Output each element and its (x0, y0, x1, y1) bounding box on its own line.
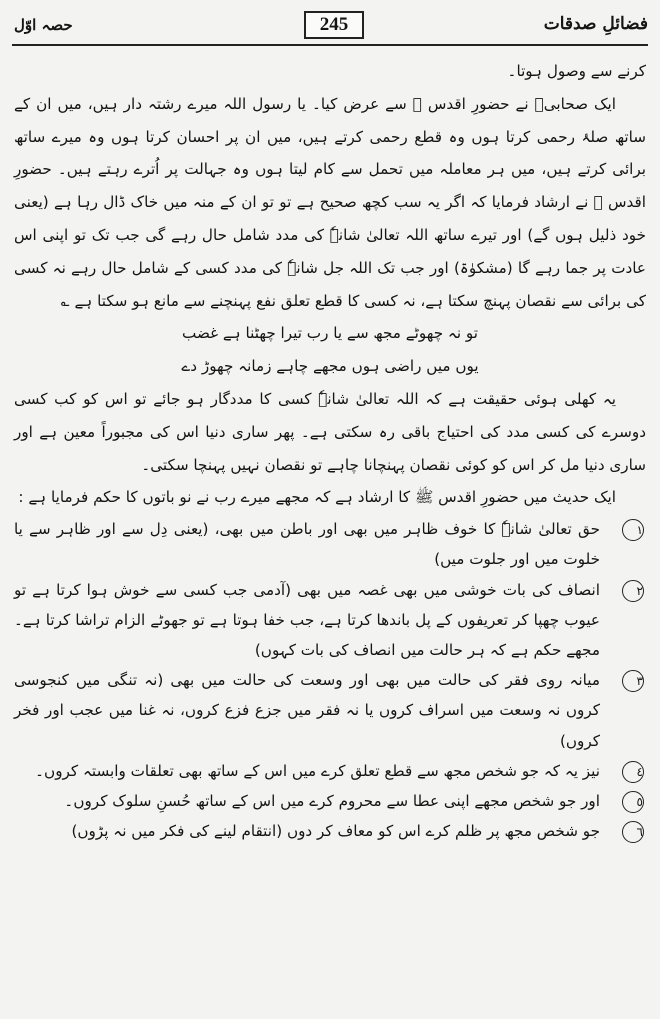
list-item-text: حق تعالیٰ شانہٗ کا خوف ظاہر میں بھی اور باطن میں بھی، (یعنی دِل سے اور ظاہر سے یا خلوت میں اور جلوت میں) (14, 520, 600, 569)
list-item-text: انصاف کی بات خوشی میں بھی غصہ میں بھی (آدمی جب کسی سے خوش ہوا کرتا ہے تو عیوب چھپا کر تعریفوں کے پل باندھا کرتا ہے، جب خفا ہوتا ہے تو جھوٹے الزام تراشا کرتا ہے۔ مجھے حکم ہے کہ ہر حالت میں انصاف کی بات کہوں) (14, 580, 600, 659)
item-number-badge: ١ (622, 519, 644, 541)
item-number-badge: ٤ (622, 761, 644, 783)
page-header (12, 8, 648, 46)
list-item (14, 756, 646, 786)
item-number-badge: ٦ (622, 821, 644, 843)
list-item (14, 575, 646, 666)
list-item-text: اور جو شخص مجھے اپنی عطا سے محروم کرے میں اس کے ساتھ حُسنِ سلوک کروں۔ (64, 791, 600, 810)
list-item-text: نیز یہ کہ جو شخص مجھ سے قطع تعلق کرے میں اس کے ساتھ بھی تعلقات وابستہ کروں۔ (35, 761, 600, 780)
paragraph: یہ کھلی ہوئی حقیقت ہے کہ اللہ تعالیٰ شانہٗ کسی کا مددگار ہو جائے تو اس کو کب کسی دوسرے کی کسی مدد کی احتیاج باقی رہ سکتی ہے۔ پھر ساری دنیا اس کی مجبوراً معین ہے اور ساری دنیا مل کر اس کو کوئی نقصان پہنچانا چاہے تو نقصان نہیں پہنچا سکتی۔ (14, 389, 646, 474)
paragraph: ایک صحابیؓ نے حضورِ اقدس ﷺ سے عرض کیا۔ یا رسول اللہ میرے رشتہ دار ہیں، میں ان کے ساتھ صلۂ رحمی کرتا ہوں وہ قطع رحمی کرتے ہیں، میں ان پر احسان کرتا ہوں وہ میرے ساتھ برائی کرتے ہیں، میں ہر معاملہ میں تحمل سے کام لیتا ہوں وہ جہالت پر اُترے رہتے ہیں۔ حضورِ اقدس ﷺ نے ارشاد فرمایا کہ اگر یہ سب کچھ صحیح ہے تو تو ان کے منہ میں خاک ڈال رہا ہے (یعنی خود ذلیل ہوں گے) اور تیرے ساتھ اللہ تعالیٰ شانہٗ کی مدد شامل حال رہے گی جب تک تو اپنی اس عادت پر جما رہے گا (مشکوٰۃ) اور جب تک اللہ جل شانہٗ کی مدد کسی کے شامل حال رہے نہ کسی کی برائی سے نقصان پہنچ سکتا ہے، نہ کسی کا قطع تعلق نفع پہنچنے سے مانع ہو سکتا ہے ؎ (14, 94, 646, 310)
list-item (14, 665, 646, 756)
item-number-badge: ٢ (622, 580, 644, 602)
page-number: 245 (304, 11, 364, 39)
list-item-text: جو شخص مجھ پر ظلم کرے اس کو معاف کر دوں (انتقام لینے کی فکر میں نہ پڑوں) (71, 822, 600, 841)
commandments-list (14, 514, 646, 846)
page-body (14, 55, 646, 846)
book-title: فضائلِ صدقات (543, 14, 648, 34)
verse-line: یوں میں راضی ہوں مجھے چاہے زمانہ چھوڑ دے (181, 357, 479, 376)
paragraph: کرنے سے وصول ہوتا۔ (507, 62, 646, 80)
list-item (14, 816, 646, 846)
verse-line: تو نہ چھوٹے مجھ سے یا رب تیرا چھٹنا ہے غضب (182, 324, 478, 343)
item-number-badge: ٥ (622, 791, 644, 813)
list-item (14, 786, 646, 816)
item-number-badge: ٣ (622, 670, 644, 692)
list-item (14, 514, 646, 574)
paragraph: ایک حدیث میں حضورِ اقدس ﷺ کا ارشاد ہے کہ مجھے میرے رب نے نو باتوں کا حکم فرمایا ہے : (18, 488, 616, 507)
list-item-text: میانہ روی فقر کی حالت میں بھی اور وسعت کی حالت میں بھی (نہ تنگی میں کنجوسی کروں نہ وسعت میں اسراف کروں یا نہ فقر میں جزع فزع کروں، نہ غنا میں عجب اور فخر کروں) (14, 671, 600, 750)
volume-label: حصہ اوّل (14, 16, 73, 34)
